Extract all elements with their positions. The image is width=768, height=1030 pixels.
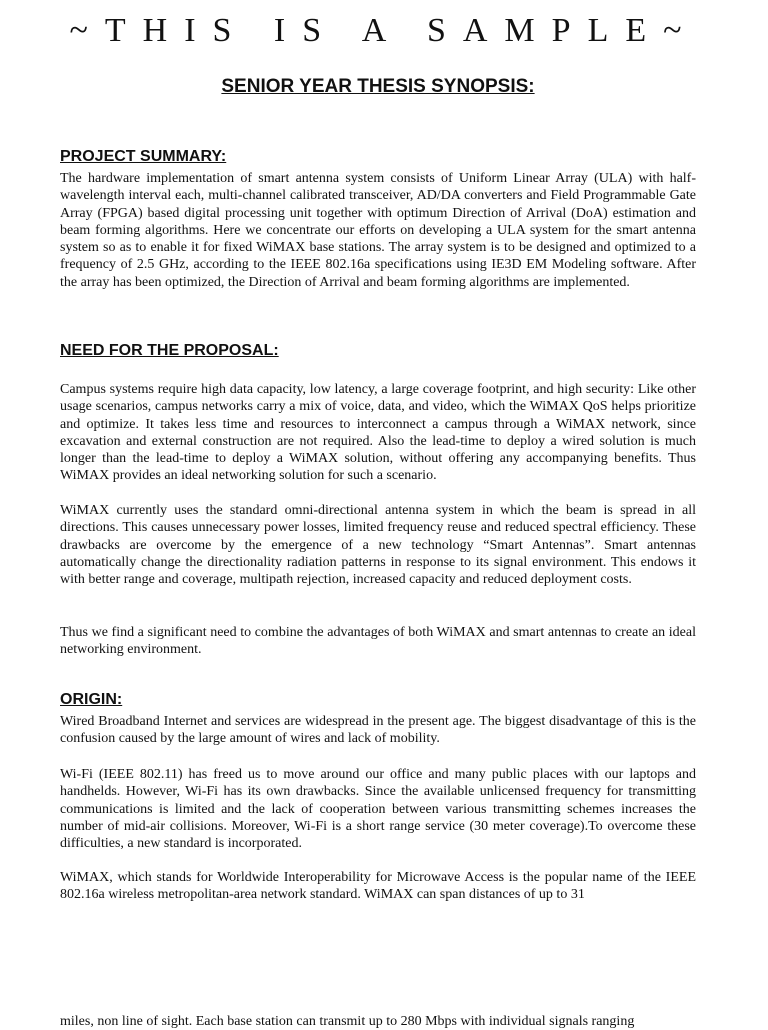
paragraph-origin-2: Wi-Fi (IEEE 802.11) has freed us to move around our office and many public places with our laptops and handhelds. However, Wi-Fi has its own drawbacks. Since the available unlicensed frequency for transmitting communications is limited and the lack of cooperation between various transmitting schemes increases the number of mid-air collisions. Moreover, Wi-Fi is a short range service (30 meter coverage).To overcome these difficulties, a new standard is incorporated.: [60, 767, 696, 852]
paragraph-origin-1: Wired Broadband Internet and services are widespread in the present age. The biggest disadvantage of this is the confusion caused by the large amount of wires and lack of mobility.: [60, 714, 696, 747]
paragraph-need-2: WiMAX currently uses the standard omni-directional antenna system in which the beam is spread in all directions. This causes unnecessary power losses, limited frequency reuse and reduced spectral efficiency. These drawbacks are overcome by the emergence of a new technology “Smart Antennas”. Smart antennas automatically change the directionality radiation patterns in response to its signal environment. This endows it with better range and coverage, multipath rejection, increased capacity and reduced deployment costs.: [60, 503, 696, 588]
paragraph-need-3: Thus we find a significant need to combine the advantages of both WiMAX and smart antennas to create an ideal networking environment.: [60, 625, 696, 658]
paragraph-need-1: Campus systems require high data capacity, low latency, a large coverage footprint, and high security: Like other usage scenarios, campus networks carry a mix of voice, data, and video, which the WiMAX QoS helps prioritize and optimize. It takes less time and resources to interconnect a campus through a WiMAX network, since excavation and external construction are not required. Also the lead-time to deploy a wired solution is much longer than the lead-time to deploy a WiMAX solution, without offering any accompanying benefits. Thus WiMAX provides an ideal networking solution for such a scenario.: [60, 382, 696, 484]
heading-need-for-proposal: NEED FOR THE PROPOSAL:: [60, 342, 279, 359]
page-title: SENIOR YEAR THESIS SYNOPSIS:: [221, 76, 535, 97]
paragraph-project-summary: The hardware implementation of smart antenna system consists of Uniform Linear Array (ULA) with half-wavelength interval each, multi-channel calibrated transceiver, AD/DA converters and Field Programmable Gate Array (FPGA) based digital processing unit together with optimum Direction of Arrival (DoA) estimation and beam forming algorithms. Here we concentrate our efforts on developing a ULA system for the smart antenna system so as to enable it for fixed WiMAX base stations. The array system is to be designed and optimized to a frequency of 2.5 GHz, according to the IEEE 802.16a specifications using IE3D EM Modeling software. After the array has been optimized, the Direction of Arrival and beam forming algorithms are implemented.: [60, 171, 696, 290]
paragraph-origin-continued: miles, non line of sight. Each base station can transmit up to 280 Mbps with individual signals ranging: [60, 1014, 635, 1029]
sample-watermark-banner: ~THIS IS A SAMPLE~: [69, 12, 699, 49]
heading-project-summary: PROJECT SUMMARY:: [60, 148, 227, 165]
heading-origin: ORIGIN:: [60, 691, 123, 708]
paragraph-origin-3: WiMAX, which stands for Worldwide Interoperability for Microwave Access is the popular name of the IEEE 802.16a wireless metropolitan-area network standard. WiMAX can span distances of up to 31: [60, 870, 696, 903]
